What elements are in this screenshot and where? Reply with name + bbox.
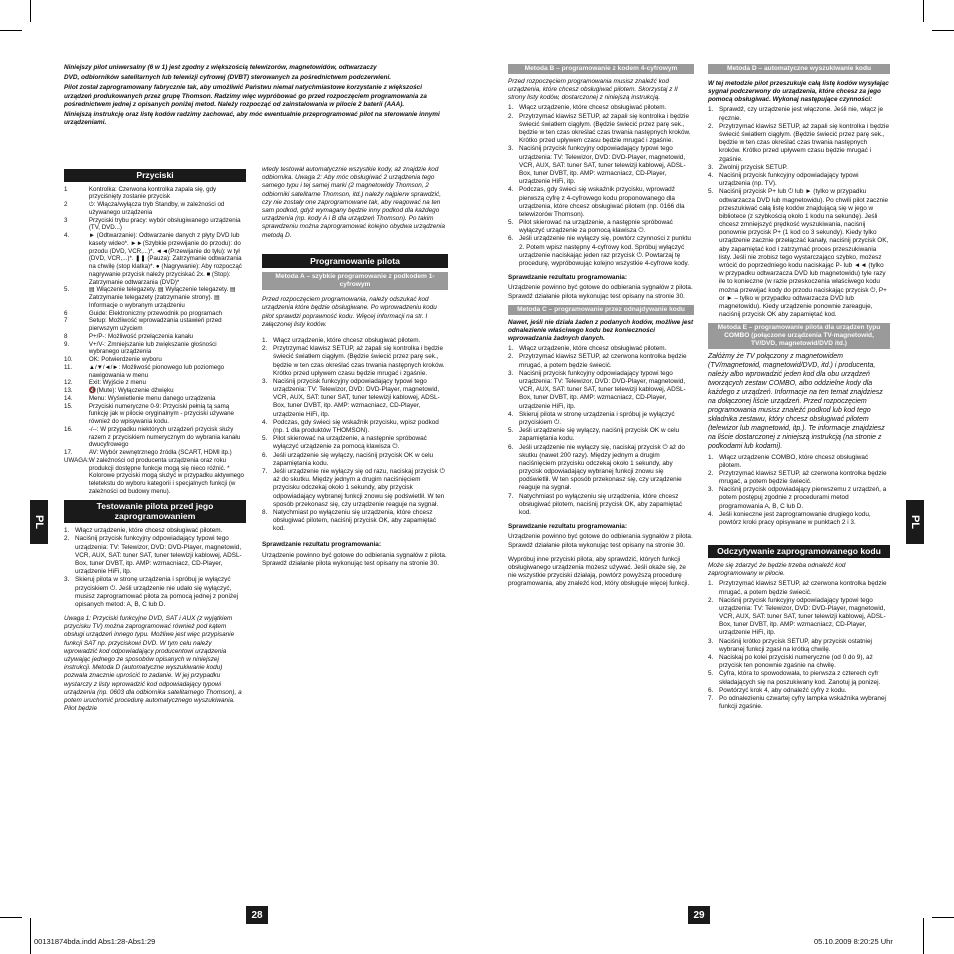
footer-timestamp: 05.10.2009 8:20:25 Uhr xyxy=(814,937,893,946)
step-text: Przytrzymać klawisz SETUP, aż czerwona kontrolka będzie mrugać, a potem będzie świecić. xyxy=(719,469,887,486)
subsection-title-metoda-c: Metoda C – programowanie przez odnajdywanie kodu xyxy=(508,305,694,315)
key-description: ► (Odtwarzanie): Odtwarzanie danych z płyty DVD lub kasety wideo*. ►►(Szybkie przewijanie do przodu): do przodu (DVD, VCR,...)*. ◄◄(Przewijanie do tyłu): w tył (DVD, VCR,...)*. ❚❚ (Pauza): Zatrzymanie odtwarzania na chwilę (stop klatka)*. ● (Nagrywanie): Aby rozpocząć nagrywanie przycisk należy przyciskać 2x. ■ (Stop): Zatrzymanie odtwarzania (DVD)* xyxy=(88,232,242,286)
step-item xyxy=(508,493,694,518)
crop-mark xyxy=(932,30,954,31)
step-number: 1. xyxy=(708,106,714,114)
metoda-b-steps xyxy=(508,104,694,268)
step-text: Sprawdź, czy urządzenie jest włączone. Jeśli nie, włącz je ręcznie. xyxy=(719,106,884,122)
key-row xyxy=(64,364,246,380)
step-item xyxy=(708,597,890,638)
step-item xyxy=(262,468,448,509)
intro-paragraph: DVD, odbiorników satelitarnych lub telewizji cyfrowej (DVBT) sterowanych za pośrednictwem podczerwieni. xyxy=(64,74,392,82)
step-item xyxy=(708,106,890,122)
verify-title: Sprawdzanie rezultatu programowania: xyxy=(508,523,627,531)
step-item xyxy=(508,186,694,219)
key-number: UWAGA: xyxy=(64,456,89,464)
step-number: 3. xyxy=(508,369,514,377)
key-description: Exit: Wyjście z menu xyxy=(88,379,146,387)
step-text: Skieruj pilota w stronę urządzenia i spróbuj je wyłączyć przyciskiem ⏻. Jeśli urządzenie nie udało się wyłączyć, musisz zaprogramować pilota za pomocą jednej z poniżej opisanych metod: A, B, C lub D. xyxy=(75,576,239,608)
key-row xyxy=(64,341,246,357)
key-row xyxy=(64,333,246,341)
step-number: 1. xyxy=(64,527,70,535)
section-title-odczytywanie: Odczytywanie zaprogramowanego kodu xyxy=(708,545,890,558)
language-tab-label: PL xyxy=(909,514,921,530)
key-row xyxy=(64,395,246,403)
key-description: OK: Potwierdzenie wyboru xyxy=(88,356,162,364)
testowanie-steps xyxy=(64,527,246,609)
step-number: 1. xyxy=(262,336,268,344)
step-item xyxy=(508,353,694,369)
key-row xyxy=(64,217,246,233)
metoda-c-steps xyxy=(508,345,694,517)
step-text: Jeśli konieczne jest zaprogramowanie drugiego kodu, powtórz kroki pracy opisywane w punktach 2 i 3. xyxy=(719,510,871,527)
step-number: 7. xyxy=(708,694,714,702)
subsection-title-metoda-b: Metoda B – programowanie z kodem 4-cyfrowym xyxy=(508,64,694,74)
step-number: 2. xyxy=(708,469,714,477)
step-text: Jeśli urządzenie się wyłączy, naciśnij przycisk OK w celu zapamiętania kodu. xyxy=(273,451,434,467)
step-item xyxy=(262,337,448,345)
verify-title: Sprawdzanie rezultatu programowania: xyxy=(508,274,627,282)
key-description: Setup: Możliwość wprowadzania ustawień przed pierwszym użyciem xyxy=(88,317,222,333)
key-number: 4. xyxy=(64,232,70,240)
column-3 xyxy=(508,64,694,591)
step-item xyxy=(708,638,890,654)
step-item xyxy=(508,444,694,493)
step-item xyxy=(708,654,890,670)
step-item xyxy=(708,511,890,527)
verify-text: Urządzenie powinno być gotowe do odbierania sygnałów z pilota. Sprawdź działanie pilota wykonując test opisany na stronie 30. xyxy=(508,284,693,300)
section-title-testowanie: Testowanie pilota przed jego zaprogramowaniem xyxy=(64,500,246,523)
key-number: 7 xyxy=(64,317,68,325)
key-row xyxy=(64,449,246,457)
step-number: 5. xyxy=(708,670,714,678)
step-number: 5. xyxy=(262,435,268,443)
step-number: 3. xyxy=(708,163,714,171)
step-number: 2. xyxy=(708,122,714,130)
key-description: Przyciski trybu pracy: wybór obsługiwanego urządzenia (TV, DVD...) xyxy=(88,216,241,232)
step-text: Po odnalezieniu czwartej cyfry lampka wskaźnika wybranej funkcji zgaśnie. xyxy=(719,694,886,711)
section-title-przyciski: Przyciski xyxy=(64,169,246,182)
metoda-e-intro: Załóżmy że TV połączony z magnetowidem (TV/magnetowid, magnetowid/DVD, itd.) i producenta, należy albo wprowadzić jeden kod dla obu urządzeń tworzących zestaw COMBO, albo oddzielne kody dla każdego z urządzeń. Informacje na ten temat znajdziesz na dołączonej liście urządzeń. Przed rozpoczęciem programowania musisz znaleźć podkod lub kod tego składnika zestawu, który chcesz obsługiwać pilotem (telewizor lub magnetowid, itp.). Te informacje znajdziesz na liście dostarczonej z niniejszą instrukcją (na stronie z podkodami lub kodami). xyxy=(708,353,885,450)
key-number: 5. xyxy=(64,286,70,294)
step-text: Naciśnij przycisk funkcyjny odpowiadający typowi urządzenia (np. TV). xyxy=(719,171,859,188)
key-row xyxy=(64,232,246,286)
odczytywanie-steps xyxy=(708,580,890,711)
column-4 xyxy=(708,64,890,714)
key-number: 9. xyxy=(64,340,70,348)
step-number: 2. xyxy=(64,535,70,543)
step-text: Naciśnij przycisk funkcyjny odpowiadający typowi tego urządzenia: TV: Telewizor, DVD: DVD-Player, magnetowid, VCR, AUX, SAT: tuner SAT, tuner telewizji kablowej, ADSL-Box, tuner DVBT, itp. AMP: wzmacniacz, CD-Player, urządzenie HiFi, itp. xyxy=(719,596,886,637)
step-item xyxy=(708,486,890,511)
intro-paragraph: Niniejszy pilot uniwersalny (6 w 1) jest zgodny z większością telewizorów, magnetowidów, odtwarzaczy xyxy=(64,64,377,71)
step-item xyxy=(64,527,246,535)
step-item xyxy=(262,435,448,451)
step-item xyxy=(508,370,694,411)
step-text: Pilot skierować na urządzenie, a następnie spróbować wyłączyć urządzenie za pomocą klawisza ⏻. xyxy=(519,219,673,235)
key-number: 11. xyxy=(64,363,73,371)
key-number: 14. xyxy=(64,394,73,402)
step-number: 4. xyxy=(508,186,514,194)
key-number: 17. xyxy=(64,449,73,457)
step-number: 3. xyxy=(262,377,268,385)
metoda-c-outro: Wypróbuj inne przyciski pilota, aby sprawdzić, których funkcji obsługiwanego urządzenia możesz używać. Jeśli okaże się, że nie wszystkie przyciski działają, powtórz powyższą procedurę programowania, aby znaleźć kod, który obsługuje więcej funkcji. xyxy=(508,555,690,588)
step-item xyxy=(708,670,890,686)
step-number: 4. xyxy=(708,654,714,662)
intro-block xyxy=(64,64,450,129)
key-description: V+/V-: Zmniejszanie lub zwiększanie głośności wybranego urządzenia xyxy=(88,340,217,356)
page-number-right: 29 xyxy=(688,906,710,924)
step-number: 2. xyxy=(708,596,714,604)
step-number: 6. xyxy=(508,235,514,243)
key-description: P+/P-: Możliwość przełączenia kanału xyxy=(88,332,193,340)
crop-mark xyxy=(923,0,924,22)
step-number: 3. xyxy=(708,637,714,645)
step-item xyxy=(262,509,448,534)
step-text: Jeśli urządzenie się wyłączy, naciśnij przycisk OK w celu zapamiętania kodu. xyxy=(519,427,680,443)
key-description: ▲/▼/◄/►: Możliwość pionowego lub poziomego nawigowania w menu xyxy=(88,363,225,379)
step-item xyxy=(508,113,694,146)
testowanie-note: Uwaga 1: Przyciski funkcyjne DVD, SAT i AUX (z wyjątkiem przycisku TV) można zaprogramować również pod kątem obsługi urządzeń innego typu. Możliwe jest więc przypisanie funkcji SAT np. przyciskowi DVD. W tym celu należy wprowadzić kod odpowiadający producentowi urządzenia używając jednego ze sposobów opisanych w niniejszej instrukcji. Metoda D (automatyczne wyszukiwanie kodu) pozwala znacznie uprościć to zadanie. W jej przypadku wystarczy z listy wprowadzić kod odpowiadający typowi urządzenia (np. 0603 dla odbiornika satelitarnego Thomson), a potem uruchomić procedurę automatycznego wyszukiwania. Pilot będzie xyxy=(64,615,242,713)
key-description: W zależności od producenta urządzenia oraz roku produkcji dostępne funkcje mogą się nieco różnić. * Kolorowe przyciski mogą służyć w przypadku aktywnego teletekstu do wyboru kategorii i specjalnych funkcji (w zależności od budowy menu). xyxy=(88,456,244,495)
step-number: 4. xyxy=(708,171,714,179)
step-text: Naciskaj po kolei przyciski numeryczne (od 0 do 9), aż przycisk ten ponownie zgaśnie na chwilę. xyxy=(719,654,873,670)
step-text: Jeśli urządzenie nie wyłączy się, powtórz czynności z punktu 2. Potem wpisz następny 4-cyfrowy kod. Spróbuj wyłączyć urządzenie naciskając jeden raz przycisk ⏻. Powtarzaj tę procedurę, wypróbowując kolejno wszystkie 4-cyfrowe kody. xyxy=(519,235,691,268)
step-text: Włącz urządzenie, które chcesz obsługiwać pilotem. xyxy=(519,104,667,112)
step-number: 5. xyxy=(508,427,514,435)
key-description: Guide: Elektroniczny przewodnik po programach xyxy=(88,309,222,317)
step-text: Przytrzymać klawisz SETUP, aż czerwona kontrolka będzie mrugać, a potem będzie świecić. xyxy=(719,580,887,596)
footer-file-info: 00131874bda.indd Abs1:28-Abs1:29 xyxy=(34,937,156,946)
step-item xyxy=(508,219,694,235)
step-item xyxy=(508,411,694,427)
key-number: 3 xyxy=(64,216,68,224)
step-text: Naciśnij przycisk P+ lub ⏻ lub ► (tylko w przypadku odtwarzacza DVD lub magnetowidu). Po chwili pilot zacznie przeszukiwać całą listę kodów znajdującą się w jego w bibliotece (z szybkością około 1 kodu na sekundę). Jeśli chcesz zmniejszyć prędkość wyszukiwania, naciśnij ponownie przycisk P+ (1 kod co 3 sekundy). Kiedy tylko urządzenie zacznie przełączać kanały, naciśnij przycisk OK, aby zapamiętać kod i zatrzymać proces przeszukiwania listy. Jeśli nie zrobisz tego wystarczająco szybko, możesz wrócić do poprzedniego kodu naciskając P- lub ◄◄ (tylko w przypadku odtwarzacza DVD lub magnetowidu) tyle razy ile to konieczne (w razie przeskoczenia właściwego kodu można przewijać kody do przodu naciskając przycisk ⏻, P+ or ► – tylko w przypadku odtwarzacza DVD lub magnetowidu). Kiedy urządzenie ponownie zareaguje, naciśnij przycisk OK aby zapamiętać kod. xyxy=(719,188,889,319)
step-number: 4. xyxy=(262,418,268,426)
step-item xyxy=(262,378,448,419)
step-text: Podczas, gdy świeci się wskaźnik przycisku, wpisz podkod (np. 1 dla produktów THOMSON). xyxy=(273,418,439,435)
key-row xyxy=(64,426,246,449)
step-text: Naciśnij przycisk funkcyjny odpowiadający typowi tego urządzenia: TV: Telewizor, DVD: DVD-Player, magnetowid, VCR, AUX, SAT: tuner SAT, tuner telewizji kablowej, ADSL-Box, tuner DVBT, itp. AMP: wzmacniacz, CD-Player, urządzenie HiFi, itp. xyxy=(519,369,686,410)
key-number: 2 xyxy=(64,201,68,209)
page-number-left: 28 xyxy=(246,906,268,924)
metoda-a-intro: Przed rozpoczęciem programowania, należy odszukać kod urządzenia które będzie obsługiwane. Po wprowadzeniu kodu pilot sprawdzi poprawność kodu. Więcej informacji na str. I załączonej listy kodów. xyxy=(262,296,437,328)
step-text: Naciśnij krótko przycisk SETUP, aby przycisk ostatniej wybranej funkcji zgasł na krótką chwilę. xyxy=(719,637,872,653)
key-row xyxy=(64,286,246,309)
metoda-d-steps xyxy=(708,106,890,319)
step-item xyxy=(508,145,694,186)
note-continuation: wtedy testował automatycznie wszystkie kody, aż znajdzie kod odbiornika. Uwaga 2: Aby móc obsługiwać 2 urządzenia tego samego typu i tej samej marki (2 magnetowidy Thomson, 2 odbiorniki satelitarne Thomson, itd.) należy najpierw sprawdzić, czy nie zostały one zaprogramowane tak, aby reagować na ten sam podkod, gdyż wymagany będzie inny podkod dla każdego urządzenia (np. kody A i B dla urządzeń Thomson). Po takim sprawdzeniu można zaprogramować kolejno obydwa urządzenia metodą D. xyxy=(262,166,445,239)
key-number: 1 xyxy=(64,185,68,193)
step-text: Pilot skierować na urządzenie, a następnie spróbować wyłączyć urządzenie za pomocą klawisza ⏻. xyxy=(273,435,427,451)
step-item xyxy=(262,419,448,435)
step-number: 6. xyxy=(262,451,268,459)
subsection-title-metoda-e: Metoda E – programowanie pilota dla urządzen typu COMBO (połączone urządzenia TV-magnetowid, TV/DVD, magnetowid/DVD itd.) xyxy=(708,323,890,349)
intro-paragraph: Niniejszą instrukcję oraz listę kodów radzimy zachować, aby móc ewentualnie przeprogramować pilot na sterowanie innymi urządzeniami. xyxy=(64,110,440,127)
step-text: Cyfra, która to spowodowała, to pierwsza z czterech cyfr składających się na poszukiwany kod. Zanotuj ją ponizej. xyxy=(719,670,881,686)
key-description: ⏻: Włącza/wyłącza tryb Standby, w zależności od używanego urządzenia xyxy=(88,201,225,216)
metoda-d-intro: W tej metodzie pilot przeszukuje całą listę kodów wysyłając sygnał podczerwony do urządzenia, które chcesz za jego pomocą obsługiwać. Wykonaj następujące czynności: xyxy=(708,79,889,104)
key-row xyxy=(64,387,246,395)
step-text: Natychmiast po wyłączeniu się urządzenia, które chcesz obsługiwać pilotem, naciśnij przycisk OK, aby zapamiętać kod. xyxy=(519,492,683,516)
crop-mark xyxy=(30,918,31,954)
key-row xyxy=(64,457,246,496)
step-text: Naciśnij przycisk odpowiadający pierwszemu z urządzeń, a potem postępuj zgodnie z procedurami metod programowania A, B, C lub D. xyxy=(719,486,887,510)
step-text: Naciśnij przycisk funkcyjny odpowiadający typowi tego urządzenia: TV: Telewizor, DVD: DVD-Player, magnetowid, VCR, AUX, SAT: tuner SAT, tuner telewizji kablowej, ADSL-Box, tuner DVBT, itp. AMP: wzmacniacz, CD-Player, urządzenie HiFi, itp. xyxy=(75,535,242,576)
step-text: Włącz urządzenie, które chcesz obsługiwać pilotem. xyxy=(75,527,223,535)
metoda-b-intro: Przed rozpoczęciem programowania musisz znaleźć kod urządzenia, które chcesz obsługiwać pilotem. Skorzystaj z II strony listy kodów, dostarczonej z niniejszą instrukcją. xyxy=(508,77,678,102)
crop-mark xyxy=(0,30,22,31)
step-text: Zwolnij przycisk SETUP. xyxy=(719,163,788,171)
step-number: 1. xyxy=(508,104,514,112)
step-text: Jeśli urządzenie nie wyłączy się, naciskaj przycisk ⏻ aż do skutku (nawet 200 razy). Między jednym a drugim naciśnięciem przycisku odczekaj około 1 sekundy, aby przycisk odpowiadający wybranej funkcji znowu się podświetlił. W ten sposób przekonasz się, czy urządzenie reaguje na sygnał. xyxy=(519,443,685,492)
step-item xyxy=(708,695,890,711)
step-item xyxy=(708,470,890,486)
step-number: 1. xyxy=(708,453,714,461)
key-number: 15. xyxy=(64,402,73,410)
key-description: ▤ Włączenie telegazety. ▤ Wyłączenie telegazety. ▤ Zatrzymanie telegazety (zatrzymanie strony). ▤ Informacje o wybranym urządzeniu xyxy=(88,286,236,309)
crop-mark xyxy=(0,917,22,918)
language-tab-right xyxy=(906,500,924,544)
step-number: 3. xyxy=(708,486,714,494)
key-number: 8 xyxy=(64,332,68,340)
subsection-title-metoda-d: Metoda D – automatyczne wyszukiwanie kodu xyxy=(708,64,890,74)
step-number: 6. xyxy=(508,443,514,451)
step-number: 3. xyxy=(508,145,514,153)
step-number: 2. xyxy=(508,353,514,361)
step-number: 7. xyxy=(508,492,514,500)
column-1 xyxy=(64,166,246,715)
step-item xyxy=(708,188,890,319)
step-text: Przytrzymać klawisz SETUP, aż zapali się kontrolka i będzie świecić światłem ciągłym. (Będzie świecić przez parę sek., będzie w ten czas określać czas trwania następnych kroków. Krótko przed upływem czasu będzie mrugać i zgaśnie. xyxy=(273,345,445,377)
key-description: Menu: Wyświetlenie menu danego urządzenia xyxy=(88,394,216,402)
step-item xyxy=(708,454,890,470)
metoda-a-steps xyxy=(262,337,448,534)
step-text: Włącz urządzenie, które chcesz obsługiwać pilotem. xyxy=(519,345,667,353)
step-item xyxy=(708,164,890,172)
subsection-title-metoda-a: Metoda A – szybkie programowanie z podkodem 1-cyfrowym xyxy=(262,272,448,290)
step-item xyxy=(708,687,890,695)
key-description: 🔇(Mute): Wyłączenie dźwięku xyxy=(88,387,174,395)
step-number: 4. xyxy=(708,510,714,518)
step-text: Jeśli urządzenie nie wyłączy się od razu, naciskaj przycisk ⏻ aż do skutku. Między jednym a drugim naciśnięciem przycisku odczekaj około 1 sekundy, aby przycisk odpowiadający wybranej funkcji znowu się podświetlił. W ten sposób przekonasz się, czy urządzenie reaguje na sygnał. xyxy=(273,467,445,508)
step-item xyxy=(508,235,694,268)
odczytywanie-intro: Może się zdarzyć że będzie trzeba odnaleźć kod zaprogramowany w pilocie. xyxy=(708,561,846,578)
key-row xyxy=(64,317,246,333)
crop-mark xyxy=(30,0,31,22)
step-number: 1. xyxy=(508,345,514,353)
step-text: Natychmiast po wyłączeniu się urządzenia, które chcesz obsługiwać pilotem, naciśnij przycisk OK, aby zapamiętać kod. xyxy=(273,508,437,533)
step-item xyxy=(262,452,448,468)
step-number: 6. xyxy=(708,686,714,694)
step-item xyxy=(508,104,694,112)
step-text: Naciśnij przycisk funkcyjny odpowiadający typowi tego urządzenia: TV: Telewizor, DVD: DVD-Player, magnetowid, VCR, AUX, SAT: tuner SAT, tuner telewizji kablowej, ADSL-Box, tuner DVBT, itp. AMP: wzmacniacz, CD-Player, urządzenie HiFi, itp. xyxy=(273,377,440,418)
step-number: 4. xyxy=(508,410,514,418)
column-2 xyxy=(262,166,448,570)
step-text: Powtórzyć krok 4, aby odnaleźć cyfry z kodu. xyxy=(719,686,847,694)
key-description: Przyciski numeryczne 0-9: Przyciski pełnią tą samą funkcję jak w pilocie oryginalnym - przyciski używane również do wpisywania kodu. xyxy=(88,402,234,426)
keys-list xyxy=(64,186,246,496)
crop-mark xyxy=(932,917,954,918)
key-number: 10. xyxy=(64,356,73,364)
step-number: 7. xyxy=(262,467,268,475)
key-description: AV: Wybór zewnętrznego źródła (SCART, HDMI itp.) xyxy=(88,449,232,457)
crop-mark xyxy=(923,918,924,954)
step-text: Włącz urządzenie, które chcesz obsługiwać pilotem. xyxy=(273,336,421,344)
step-item xyxy=(708,123,890,164)
key-number: 12. xyxy=(64,379,73,387)
key-row xyxy=(64,186,246,202)
step-text: Skieruj pilota w stronę urządzenia i spróbuj je wyłączyć przyciskiem ⏻. xyxy=(519,410,675,426)
step-text: Podczas, gdy świeci się wskaźnik przycisku, wprowadź pierwszą cyfrę z 4-cyfrowego kodu proponowanego dla urządzenia, które chcesz obsługiwać pilotem (np. 0166 dla telewizorów Thomson). xyxy=(519,186,685,218)
step-item xyxy=(508,345,694,353)
step-text: Włącz urządzenie COMBO, które chcesz obsługiwać pilotem. xyxy=(719,453,869,469)
step-item xyxy=(64,576,246,609)
verify-title: Sprawdzanie rezultatu programowania: xyxy=(262,541,381,549)
step-number: 2. xyxy=(508,112,514,120)
key-row xyxy=(64,356,246,364)
step-text: Przytrzymać klawisz SETUP, aż zapali się kontrolka i będzie świecić światłem ciągłym. (Będzie świecić przez parę sek., będzie w ten czas określać czas trwania następnych kroków. Krótko przed upływem czasu będzie mrugać i zgaśnie. xyxy=(719,122,890,163)
key-number: 6 xyxy=(64,309,68,317)
step-item xyxy=(262,345,448,378)
step-number: 5. xyxy=(708,188,714,196)
step-item xyxy=(508,427,694,443)
verify-text: Urządzenie powinno być gotowe do odbierania sygnałów z pilota. Sprawdź działanie pilota wykonując test opisany na stronie 30. xyxy=(508,533,693,549)
key-row xyxy=(64,403,246,426)
metoda-c-intro: Nawet, jeśli nie działa żaden z podanych kodów, możliwe jest odnalezienie właściwego kodu bez konieczności wprowadzania żadnych danych. xyxy=(508,318,694,343)
key-row xyxy=(64,201,246,217)
language-tab-left xyxy=(30,500,48,544)
key-description: -/--: W przypadku niektórych urządzeń przycisk służy razem z przyciskiem numerycznym do wybrania kanału dwucyfrowego xyxy=(88,425,241,449)
step-item xyxy=(708,580,890,596)
step-number: 3. xyxy=(64,576,70,584)
step-number: 2. xyxy=(262,345,268,353)
intro-paragraph: Pilot został zaprogramowany fabrycznie tak, aby umożliwić Państwu niemal natychmiastowe korzystanie z większości urządzeń produkowanych przez grupę Thomson. Radzimy więc wypróbować go przed rozpoczęciem programowania za pośrednictwem jednej z opisanych poniżej metod. Należy rozpocząć od zainstalowania w pilocie 2 baterii (AAA). xyxy=(64,84,427,108)
key-number: 13. xyxy=(64,387,73,395)
step-item xyxy=(708,172,890,188)
key-description: Kontrolka: Czerwona kontrolka zapala się, gdy przyciśnięty zostanie przycisk xyxy=(88,185,217,201)
step-item xyxy=(64,535,246,576)
key-row xyxy=(64,310,246,318)
step-text: Przytrzymać klawisz SETUP, aż zapali się kontrolka i będzie świecić światłem ciągłym. (Będzie świecić przez parę sek., będzie w ten czas określać czas trwania następnych kroków. Krótko przed upływem czasu będzie mrugać i zgaśnie. xyxy=(519,112,691,145)
language-tab-label: PL xyxy=(33,514,45,530)
step-number: 5. xyxy=(508,219,514,227)
verify-text: Urządzenie powinno być gotowe do odbierania sygnałów z pilota. Sprawdź działanie pilota wykonując test opisany na stronie 30. xyxy=(262,551,447,567)
metoda-e-steps xyxy=(708,454,890,528)
step-text: Naciśnij przycisk funkcyjny odpowiadający typowi tego urządzenia: TV: Telewizor, DVD: DVD-Player, magnetowid, VCR, AUX, SAT: tuner SAT, tuner telewizji kablowej, ADSL-Box, tuner DVBT, itp. AMP: wzmacniacz, CD-Player, urządzenie HiFi, itp. xyxy=(519,145,686,186)
step-number: 8. xyxy=(262,508,268,516)
key-number: 16. xyxy=(64,425,73,433)
section-title-programowanie: Programowanie pilota xyxy=(262,254,448,269)
step-number: 1. xyxy=(708,580,714,588)
step-text: Przytrzymać klawisz SETUP, aż czerwona kontrolka będzie mrugać, a potem będzie świecić. xyxy=(519,353,687,369)
